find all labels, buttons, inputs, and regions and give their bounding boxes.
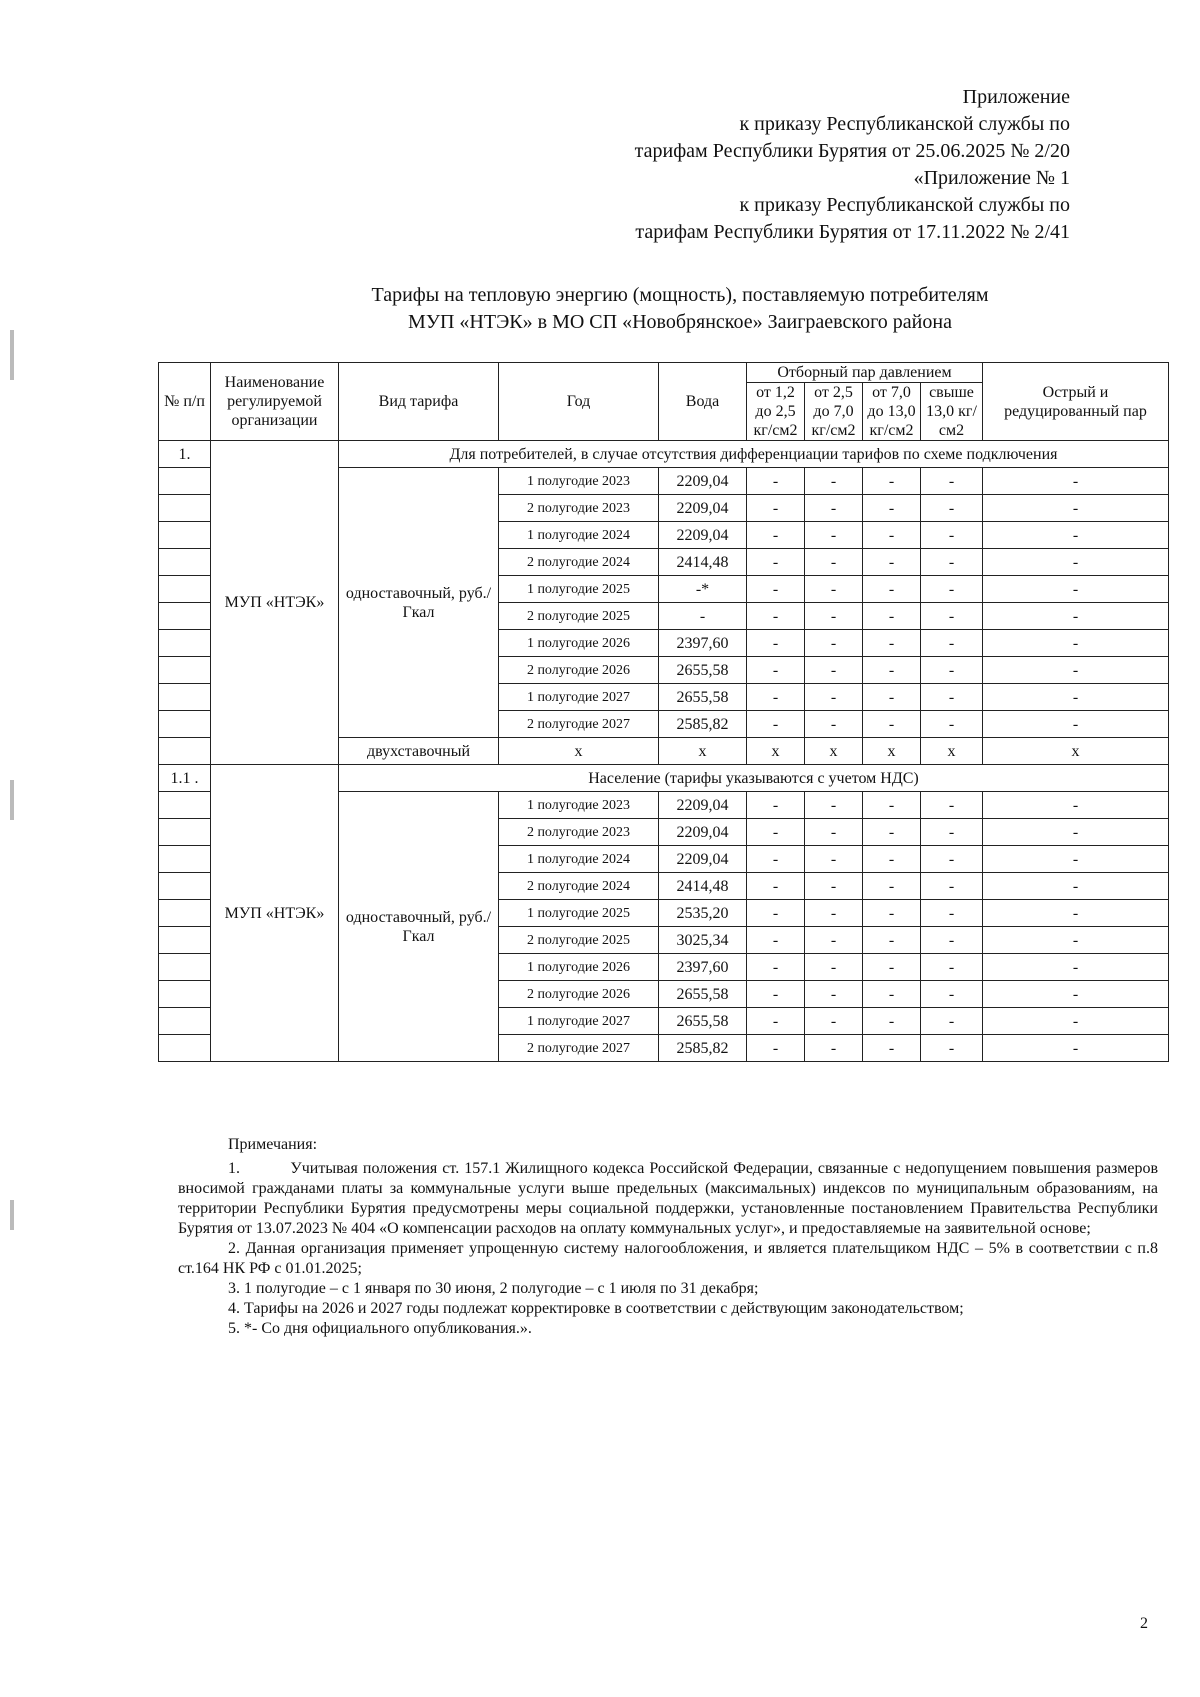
steam-value: - [863, 819, 921, 846]
row-number-empty [159, 900, 211, 927]
header-line: «Приложение № 1 [913, 167, 1070, 189]
sharp-steam-value: - [983, 603, 1169, 630]
row-number-empty [159, 549, 211, 576]
steam-value: - [747, 1035, 805, 1062]
two-rate-value: х [659, 738, 747, 765]
steam-value: - [863, 549, 921, 576]
water-value: 2397,60 [659, 954, 747, 981]
steam-value: - [747, 981, 805, 1008]
steam-value: - [921, 792, 983, 819]
steam-value: - [805, 819, 863, 846]
sharp-steam-value: - [983, 927, 1169, 954]
steam-value: - [921, 549, 983, 576]
row-number-empty [159, 603, 211, 630]
header-line: к приказу Республиканской службы по [739, 113, 1070, 135]
sharp-steam-value: - [983, 981, 1169, 1008]
steam-value: - [921, 522, 983, 549]
note-item: 5. *- Со дня официального опубликования.». [228, 1320, 532, 1337]
steam-value: - [921, 711, 983, 738]
water-value: 2655,58 [659, 684, 747, 711]
water-value: 2397,60 [659, 630, 747, 657]
header-p2: от 2,5 до 7,0 кг/см2 [805, 383, 863, 441]
header-num: № п/п [159, 363, 211, 441]
note-item: 1. Учитывая положения ст. 157.1 Жилищного кодекса Российской Федерации, связанные с недопущением повышения размеров вносимой гражданами платы за коммунальные услуги выше предельных (максимальных) индексов по муниципальным образованиям, на территории Республики Бурятия предусмотрены меры социальной поддержки, установленные постановлением Правительства Республики Бурятия от 13.07.2023 № 404 «О компенсации расходов на оплату коммунальных услуг», и предоставляемые на заявительной основе; [178, 1160, 1158, 1237]
steam-value: - [863, 1035, 921, 1062]
page-number: 2 [1140, 1615, 1148, 1632]
header-sharp: Острый и редуцированный пар [983, 363, 1169, 441]
row-number-empty [159, 576, 211, 603]
two-rate-value: х [805, 738, 863, 765]
row-number-empty [159, 873, 211, 900]
sharp-steam-value: - [983, 873, 1169, 900]
period-cell: 1 полугодие 2023 [499, 792, 659, 819]
header-org: Наименование регулируемой организации [211, 363, 339, 441]
row-number-empty [159, 1035, 211, 1062]
steam-value: - [863, 711, 921, 738]
steam-value: - [921, 1035, 983, 1062]
note-item: 2. Данная организация применяет упрощенную систему налогообложения, и является плательщиком НДС – 5% в соответствии с п.8 ст.164 НК РФ с 01.01.2025; [178, 1240, 1158, 1277]
sharp-steam-value: - [983, 819, 1169, 846]
water-value: 2585,82 [659, 1035, 747, 1062]
two-rate-value: х [921, 738, 983, 765]
header-p1: от 1,2 до 2,5 кг/см2 [747, 383, 805, 441]
water-value: 2209,04 [659, 792, 747, 819]
period-cell: 2 полугодие 2027 [499, 711, 659, 738]
steam-value: - [805, 522, 863, 549]
steam-value: - [863, 927, 921, 954]
sharp-steam-value: - [983, 495, 1169, 522]
steam-value: - [921, 630, 983, 657]
steam-value: - [805, 981, 863, 1008]
tariff-type: одноставочный, руб./Гкал [339, 792, 499, 1062]
tariff-table [158, 362, 1169, 1062]
section-caption: Для потребителей, в случае отсутствия дифференциации тарифов по схеме подключения [339, 441, 1169, 468]
header-type: Вид тарифа [339, 363, 499, 441]
two-rate-value: х [499, 738, 659, 765]
steam-value: - [747, 954, 805, 981]
period-cell: 1 полугодие 2024 [499, 846, 659, 873]
period-cell: 1 полугодие 2027 [499, 684, 659, 711]
sharp-steam-value: - [983, 711, 1169, 738]
water-value: 2585,82 [659, 711, 747, 738]
period-cell: 1 полугодие 2027 [499, 1008, 659, 1035]
note-item: 3. 1 полугодие – с 1 января по 30 июня, 2 полугодие – с 1 июля по 31 декабря; [228, 1280, 759, 1297]
steam-value: - [747, 711, 805, 738]
steam-value: - [863, 657, 921, 684]
steam-value: - [805, 1008, 863, 1035]
period-cell: 1 полугодие 2025 [499, 900, 659, 927]
document-header [370, 84, 1070, 246]
row-number-empty [159, 630, 211, 657]
steam-value: - [747, 873, 805, 900]
steam-value: - [863, 603, 921, 630]
steam-value: - [805, 1035, 863, 1062]
steam-value: - [747, 630, 805, 657]
water-value: 2655,58 [659, 657, 747, 684]
note-item: 4. Тарифы на 2026 и 2027 годы подлежат корректировке в соответствии с действующим законодательством; [228, 1300, 964, 1317]
water-value: 3025,34 [659, 927, 747, 954]
period-cell: 1 полугодие 2025 [499, 576, 659, 603]
sharp-steam-value: - [983, 1008, 1169, 1035]
sharp-steam-value: - [983, 684, 1169, 711]
steam-value: - [863, 522, 921, 549]
steam-value: - [805, 495, 863, 522]
steam-value: - [863, 468, 921, 495]
row-number-empty [159, 819, 211, 846]
sharp-steam-value: - [983, 954, 1169, 981]
tariff-type: одноставочный, руб./Гкал [339, 468, 499, 738]
steam-value: - [863, 495, 921, 522]
steam-value: - [921, 981, 983, 1008]
steam-value: - [921, 900, 983, 927]
sharp-steam-value: - [983, 657, 1169, 684]
section-caption: Население (тарифы указываются с учетом НДС) [339, 765, 1169, 792]
steam-value: - [747, 684, 805, 711]
steam-value: - [863, 873, 921, 900]
steam-value: - [805, 630, 863, 657]
period-cell: 2 полугодие 2026 [499, 657, 659, 684]
water-value: 2535,20 [659, 900, 747, 927]
sharp-steam-value: - [983, 468, 1169, 495]
sharp-steam-value: - [983, 1035, 1169, 1062]
period-cell: 2 полугодие 2025 [499, 603, 659, 630]
water-value: 2655,58 [659, 1008, 747, 1035]
row-number-empty [159, 792, 211, 819]
steam-value: - [805, 792, 863, 819]
period-cell: 1 полугодие 2024 [499, 522, 659, 549]
row-number-empty [159, 738, 211, 765]
period-cell: 2 полугодие 2023 [499, 495, 659, 522]
steam-value: - [747, 792, 805, 819]
title-line-2: МУП «НТЭК» в МО СП «Новобрянское» Заиграевского района [408, 311, 952, 333]
steam-value: - [805, 684, 863, 711]
steam-value: - [747, 927, 805, 954]
steam-value: - [747, 846, 805, 873]
steam-value: - [921, 468, 983, 495]
notes-caption: Примечания: [228, 1136, 318, 1153]
water-value: -* [659, 576, 747, 603]
water-value: 2414,48 [659, 549, 747, 576]
steam-value: - [747, 468, 805, 495]
steam-value: - [747, 900, 805, 927]
two-rate-value: х [983, 738, 1169, 765]
two-rate-value: х [863, 738, 921, 765]
water-value: 2655,58 [659, 981, 747, 1008]
scan-artifact [10, 1200, 14, 1230]
steam-value: - [921, 846, 983, 873]
header-year: Год [499, 363, 659, 441]
period-cell: 2 полугодие 2023 [499, 819, 659, 846]
title-line-1: Тарифы на тепловую энергию (мощность), поставляемую потребителям [371, 284, 989, 306]
row-number-empty [159, 981, 211, 1008]
row-number-empty [159, 468, 211, 495]
row-number-empty [159, 1008, 211, 1035]
header-p4: свыше 13,0 кг/см2 [921, 383, 983, 441]
steam-value: - [921, 603, 983, 630]
steam-value: - [747, 657, 805, 684]
steam-value: - [863, 954, 921, 981]
row-number: 1.1 . [159, 765, 211, 792]
steam-value: - [805, 954, 863, 981]
water-value: 2209,04 [659, 495, 747, 522]
scan-artifact [10, 780, 14, 820]
row-number-empty [159, 495, 211, 522]
steam-value: - [863, 576, 921, 603]
row-number-empty [159, 684, 211, 711]
header-water: Вода [659, 363, 747, 441]
steam-value: - [805, 549, 863, 576]
header-line: тарифам Республики Бурятия от 17.11.2022 № 2/41 [635, 221, 1070, 243]
row-number-empty [159, 954, 211, 981]
period-cell: 1 полугодие 2026 [499, 954, 659, 981]
steam-value: - [747, 1008, 805, 1035]
period-cell: 2 полугодие 2024 [499, 873, 659, 900]
steam-value: - [921, 495, 983, 522]
row-number: 1. [159, 441, 211, 468]
steam-value: - [921, 954, 983, 981]
header-line: тарифам Республики Бурятия от 25.06.2025 № 2/20 [634, 140, 1070, 162]
period-cell: 1 полугодие 2026 [499, 630, 659, 657]
row-number-empty [159, 522, 211, 549]
sharp-steam-value: - [983, 846, 1169, 873]
steam-value: - [863, 900, 921, 927]
period-cell: 2 полугодие 2027 [499, 1035, 659, 1062]
steam-value: - [805, 846, 863, 873]
water-value: 2209,04 [659, 522, 747, 549]
steam-value: - [863, 846, 921, 873]
steam-value: - [863, 684, 921, 711]
header-line: к приказу Республиканской службы по [739, 194, 1070, 216]
section-caption-row [159, 765, 1169, 792]
document-title [160, 282, 1200, 336]
steam-value: - [921, 657, 983, 684]
steam-value: - [805, 603, 863, 630]
sharp-steam-value: - [983, 522, 1169, 549]
row-number-empty [159, 846, 211, 873]
section-caption-row [159, 441, 1169, 468]
org-name: МУП «НТЭК» [211, 765, 339, 1062]
header-line: Приложение [962, 86, 1070, 108]
two-rate-value: х [747, 738, 805, 765]
water-value: 2209,04 [659, 468, 747, 495]
steam-value: - [747, 603, 805, 630]
steam-value: - [805, 657, 863, 684]
steam-value: - [863, 630, 921, 657]
steam-value: - [863, 1008, 921, 1035]
steam-value: - [863, 981, 921, 1008]
scan-artifact [10, 330, 14, 380]
sharp-steam-value: - [983, 792, 1169, 819]
water-value: 2414,48 [659, 873, 747, 900]
header-steam-group: Отборный пар давлением [747, 363, 983, 383]
steam-value: - [863, 792, 921, 819]
steam-value: - [747, 522, 805, 549]
steam-value: - [921, 684, 983, 711]
table-head [159, 363, 1169, 441]
period-cell: 1 полугодие 2023 [499, 468, 659, 495]
steam-value: - [805, 873, 863, 900]
sharp-steam-value: - [983, 630, 1169, 657]
steam-value: - [805, 900, 863, 927]
steam-value: - [747, 549, 805, 576]
steam-value: - [921, 576, 983, 603]
steam-value: - [805, 576, 863, 603]
table-body [159, 441, 1169, 1062]
steam-value: - [921, 873, 983, 900]
period-cell: 2 полугодие 2026 [499, 981, 659, 1008]
header-p3: от 7,0 до 13,0 кг/см2 [863, 383, 921, 441]
steam-value: - [805, 927, 863, 954]
water-value: - [659, 603, 747, 630]
steam-value: - [747, 495, 805, 522]
steam-value: - [921, 1008, 983, 1035]
period-cell: 2 полугодие 2024 [499, 549, 659, 576]
sharp-steam-value: - [983, 549, 1169, 576]
steam-value: - [805, 468, 863, 495]
steam-value: - [805, 711, 863, 738]
org-name: МУП «НТЭК» [211, 441, 339, 765]
steam-value: - [747, 819, 805, 846]
tariff-type: двухставочный [339, 738, 499, 765]
row-number-empty [159, 711, 211, 738]
steam-value: - [921, 819, 983, 846]
steam-value: - [747, 576, 805, 603]
row-number-empty [159, 657, 211, 684]
notes [178, 1135, 1158, 1339]
steam-value: - [921, 927, 983, 954]
sharp-steam-value: - [983, 576, 1169, 603]
water-value: 2209,04 [659, 819, 747, 846]
water-value: 2209,04 [659, 846, 747, 873]
sharp-steam-value: - [983, 900, 1169, 927]
row-number-empty [159, 927, 211, 954]
period-cell: 2 полугодие 2025 [499, 927, 659, 954]
